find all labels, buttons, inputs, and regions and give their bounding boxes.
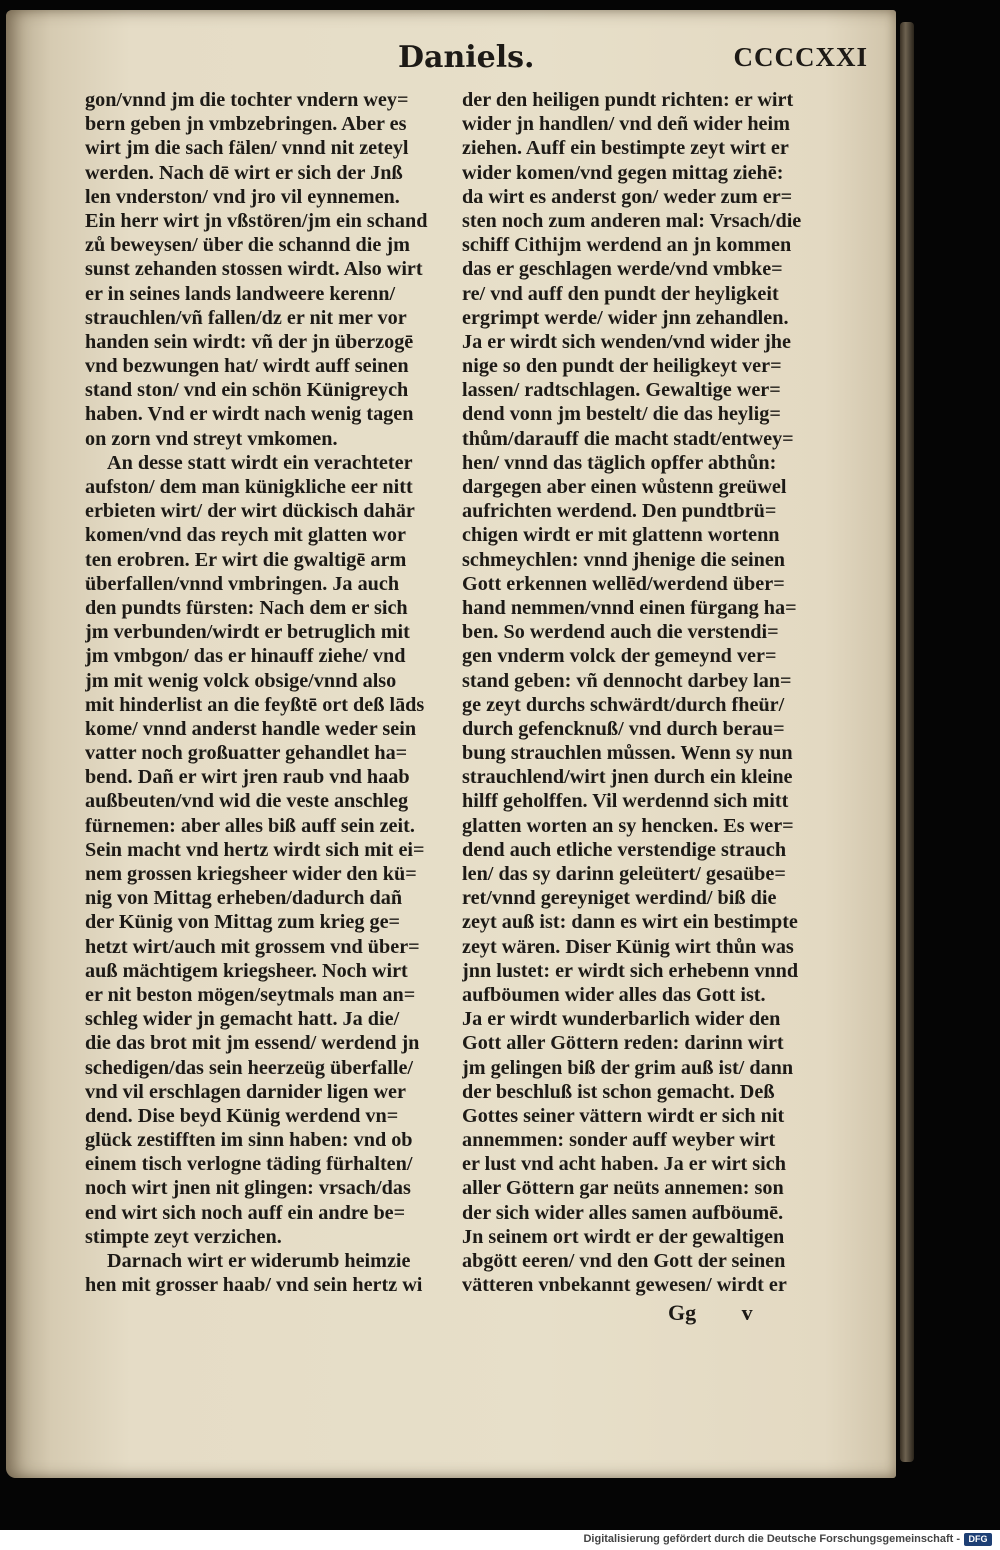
catchword: v — [741, 1300, 753, 1325]
text-line: er in seines lands landweere kerenn/ — [85, 282, 396, 305]
text-line: len/ das sy darinn geleütert/ gesaübe= — [462, 863, 786, 885]
text-line: haben. Vnd er wirdt nach wenig tagen — [85, 403, 414, 426]
text-line: Jn seinem ort wirdt er der gewaltigen — [462, 1225, 785, 1248]
text-line: durch gefencknuß/ vnd durch berau= — [462, 717, 785, 740]
text-line: ben. So werdend auch die verstendi= — [462, 621, 779, 644]
text-line: überfallen/vnnd vmbringen. Ja auch — [85, 572, 400, 595]
text-line: bung strauchlen můssen. Wenn sy nun — [462, 742, 793, 765]
text-line: glück zestifften im sinn haben: vnd ob — [85, 1129, 413, 1152]
text-line: hetzt wirt/auch mit grossem vnd über= — [85, 935, 420, 958]
text-line: noch wirt jnen nit glingen: vrsach/das — [85, 1177, 411, 1200]
signature-mark: Gg — [668, 1300, 697, 1325]
text-line: gon/vnnd jm die tochter vndern wey= — [85, 89, 409, 111]
text-line: einem tisch verlogne täding fürhalten/ — [85, 1153, 413, 1176]
text-line: stimpte zeyt verzichen. — [85, 1225, 282, 1248]
text-line: dargegen aber einen wůstenn greüwel — [462, 476, 787, 498]
signature-row — [668, 1300, 753, 1326]
text-line: vatter noch großuatter gehandlet ha= — [85, 742, 408, 765]
footer-bar — [0, 1530, 1000, 1550]
text-line: Darnach wirt er widerumb heimzie — [107, 1250, 411, 1272]
text-line: schleg wider jn gemacht hatt. Ja die/ — [85, 1008, 400, 1031]
book-page — [6, 10, 896, 1478]
text-line: nig von Mittag erheben/dadurch dañ — [85, 887, 403, 910]
right-text-column — [462, 88, 834, 1297]
text-line: das er geschlagen werde/vnd vmbke= — [462, 258, 783, 281]
text-line: abgött eeren/ vnd den Gott der seinen — [462, 1250, 786, 1272]
text-line: der Künig von Mittag zum krieg ge= — [85, 911, 401, 934]
text-line: An desse statt wirdt ein verachteter — [107, 451, 413, 474]
funding-note: Digitalisierung gefördert durch die Deutsche Forschungsgemeinschaft - — [583, 1533, 960, 1545]
text-line: den pundts fürsten: Nach dem er sich — [85, 596, 408, 619]
text-line: zů beweysen/ über die schannd die jm — [85, 234, 410, 257]
text-line: glatten worten an sy hencken. Es wer= — [462, 814, 794, 837]
text-line: on zorn vnd streyt vmkomen. — [85, 427, 338, 450]
text-line: Gott erkennen wellēd/werdend über= — [462, 572, 785, 595]
text-line: thům/darauff die macht stadt/entwey= — [462, 427, 794, 450]
text-line: außbeuten/vnd wid die veste anschleg — [85, 790, 409, 813]
text-line: jm verbunden/wirdt er betruglich mit — [85, 621, 410, 644]
text-line: der sich wider alles samen aufböumē. — [462, 1201, 784, 1224]
text-line: jm vmbgon/ das er hinauff ziehe/ vnd — [85, 645, 406, 668]
text-line: strauchlend/wirt jnen durch ein kleine — [462, 766, 793, 789]
text-line: Gottes seiner vättern wirdt er sich nit — [462, 1104, 785, 1127]
text-line: dend vonn jm bestelt/ die das heylig= — [462, 403, 781, 426]
text-line: annemmen: sonder auff weyber wirt — [462, 1129, 776, 1152]
text-line: werden. Nach dē wirt er sich der Jnß — [85, 161, 403, 184]
text-line: wider jn handlen/ vnd deñ wider heim — [462, 113, 790, 136]
text-line: sunst zehanden stossen wirdt. Also wirt — [85, 258, 423, 281]
text-line: stand geben: vñ dennocht darbey lan= — [462, 669, 792, 692]
text-line: aufrichten werdend. Den pundtbrü= — [462, 500, 777, 523]
dfg-logo: DFG — [964, 1533, 992, 1546]
text-line: schiff Cithijm werdend an jn kommen — [462, 234, 792, 257]
text-line: end wirt sich noch auff ein andre be= — [85, 1201, 406, 1224]
text-line: ergrimpt werde/ wider jnn zehandlen. — [462, 306, 789, 329]
text-line: sten noch zum anderen mal: Vrsach/die — [462, 209, 802, 232]
text-line: hen mit grosser haab/ vnd sein hertz wi — [85, 1274, 423, 1297]
text-line: schmeychlen: vnnd jhenige die seinen — [462, 548, 786, 571]
text-line: er nit beston mögen/seytmals man an= — [85, 983, 416, 1006]
text-line: ten erobren. Er wirt die gwaltigē arm — [85, 548, 407, 571]
text-line: komen/vnd das reych mit glatten wor — [85, 524, 406, 547]
text-line: ziehen. Auff ein bestimpte zeyt wirt er — [462, 137, 789, 160]
text-line: strauchlen/vñ fallen/dz er nit mer vor — [85, 306, 407, 329]
text-line: fürnemen: aber alles biß auff sein zeit. — [85, 814, 415, 837]
text-line: aufston/ dem man künigkliche eer nitt — [85, 476, 413, 498]
text-line: Ja er wirdt wunderbarlich wider den — [462, 1008, 781, 1031]
text-line: da wirt es anderst gon/ weder zum er= — [462, 185, 793, 208]
text-line: nem grossen kriegsheer wider den kü= — [85, 863, 417, 885]
text-line: kome/ vnnd anderst handle weder sein — [85, 717, 417, 740]
text-line: bern geben jn vmbzebringen. Aber es — [85, 113, 407, 136]
text-line: schedigen/das sein heerzeüg überfalle/ — [85, 1056, 414, 1079]
running-head — [78, 36, 868, 82]
text-line: erbieten wirt/ der wirt dückisch dahär — [85, 500, 415, 523]
text-line: dend auch etliche verstendige strauch — [462, 838, 787, 861]
text-line: handen sein wirdt: vñ der jn überzogē — [85, 330, 414, 353]
text-line: ret/vnnd gereyniget werdind/ biß die — [462, 887, 777, 910]
text-line: re/ vnd auff den pundt der heyligkeit — [462, 282, 779, 305]
running-title: Daniels. — [398, 40, 535, 75]
text-line: nige so den pundt der heiligkeyt ver= — [462, 355, 782, 378]
left-text-column — [85, 88, 447, 1297]
text-line: vnd bezwungen hat/ wirdt auff seinen — [85, 355, 409, 378]
text-line: lassen/ radtschlagen. Gewaltige wer= — [462, 379, 781, 402]
text-line: zeyt auß ist: dann es wirt ein bestimpte — [462, 911, 798, 934]
text-line: Ein herr wirt jn vßstören/jm ein schand — [85, 209, 428, 232]
text-line: ge zeyt durchs schwärdt/durch fheür/ — [462, 693, 785, 716]
text-line: jm mit wenig volck obsige/vnnd also — [85, 669, 397, 692]
text-line: hand nemmen/vnnd einen fürgang ha= — [462, 596, 797, 619]
text-line: der den heiligen pundt richten: er wirt — [462, 89, 794, 111]
text-line: zeyt wären. Diser Künig wirt thůn was — [462, 935, 794, 958]
text-line: jm gelingen biß der grim auß ist/ dann — [462, 1056, 794, 1079]
text-line: gen vnderm volck der gemeynd ver= — [462, 645, 777, 668]
text-line: Gott aller Göttern reden: darinn wirt — [462, 1032, 784, 1055]
text-line: stand ston/ vnd ein schön Künigreych — [85, 379, 409, 402]
text-line: die das brot mit jm essend/ werdend jn — [85, 1032, 420, 1055]
text-line: Sein macht vnd hertz wirdt sich mit ei= — [85, 838, 425, 861]
text-line: wirt jm die sach fälen/ vnnd nit zeteyl — [85, 137, 409, 160]
text-line: wider komen/vnd gegen mittag ziehē: — [462, 161, 784, 184]
text-line: dend. Dise beyd Künig werdend vn= — [85, 1104, 399, 1127]
text-line: der beschluß ist schon gemacht. Deß — [462, 1080, 775, 1103]
text-line: hilff geholffen. Vil werdennd sich mitt — [462, 790, 789, 813]
folio-number: CCCCXXI — [733, 42, 868, 72]
text-line: vätteren vnbekannt gewesen/ wirdt er — [462, 1274, 787, 1297]
text-line: len vnderston/ vnd jro vil eynnemen. — [85, 185, 400, 208]
text-line: auß mächtigem kriegsheer. Noch wirt — [85, 959, 408, 982]
text-line: Ja er wirdt sich wenden/vnd wider jhe — [462, 330, 791, 353]
text-line: mit hinderlist an die feyßtē ort deß lāds — [85, 693, 425, 716]
page-edge-strip — [900, 22, 914, 1462]
text-line: aller Göttern gar neüts annemen: son — [462, 1177, 784, 1200]
text-line: aufböumen wider alles das Gott ist. — [462, 983, 766, 1006]
text-line: vnd vil erschlagen darnider ligen wer — [85, 1080, 406, 1103]
text-line: hen/ vnnd das täglich opffer abthůn: — [462, 451, 777, 474]
text-line: er lust vnd acht haben. Ja er wirt sich — [462, 1153, 786, 1176]
text-line: chigen wirdt er mit glattenn wortenn — [462, 524, 780, 547]
text-line: jnn lustet: er wirdt sich erhebenn vnnd — [462, 959, 799, 982]
text-line: bend. Dañ er wirt jren raub vnd haab — [85, 766, 410, 789]
